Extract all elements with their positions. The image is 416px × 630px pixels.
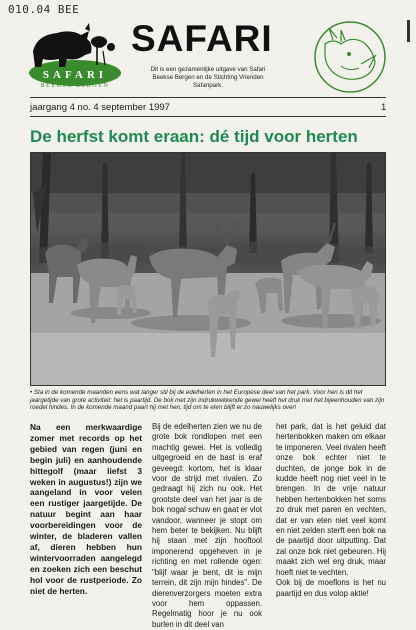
deer-photo xyxy=(30,152,386,386)
rhino-head-icon xyxy=(311,20,389,94)
article-column-2 xyxy=(152,422,262,630)
page-number: 1 xyxy=(381,102,387,113)
rhino-circle-logo xyxy=(311,20,389,94)
deer-photo-image xyxy=(31,153,386,386)
column-3-text: het park, dat is het geluid dat hertenbokken maken om elkaar te imponeren. Veel rivalen heeft onze bok echter niet te duchten, de jonge bok in de kudde heeft nog niet veel in te brengen. In de vrije natuur hebben hertenbokken het soms zo druk met paren en vechten, dat er van eten niet veel komt en niet zelden sterft een bok na de paartijd door uitputting. Dat zal onze bok niet gebeuren. Hij maakt zich wel erg druk, maar hoeft niet te vechten. xyxy=(276,422,386,577)
masthead-title: SAFARI xyxy=(131,18,273,59)
column-1-text: Na een merkwaardige zomer met records op het gebied van regen (juni en begin juli) en aanhoudende hittegolf (maar liefst 3 weken in augustus!) zijn we aangeland in voor velen een rustiger jaargetijde. De natuur begint aan haar voorbereidingen voor de winter, de bladeren vallen af, dieren hebben hun wintervoorraden aangelegd en zoeken zich een beschut hol voor de rustperiode. Zo niet de herten. xyxy=(30,422,142,596)
headline: De herfst komt eraan: dé tijd voor herten xyxy=(30,127,358,146)
column-2-text: Bij de edelherten zien we nu de grote bok rondlopen met een machtig gewei. Het is volledig uitgegroeid en de bast is eraf geveegd: kortom, het is klaar voor de strijd met rivalen. Zo gedraagt hij zich nu ook. Het grootste deel van het jaar is de bok nogal schuw en gaat er vlot vandoor, wanneer je stopt om hem beter te bekijken. Nu blijft hij staan met zijn hooftool imponerend opgeheven in je richting en met rollende ogen: "blijf waar je bent, dit is mijn terrein, dit zijn mijn hindes". De dierenverzorgers moeten extra voor hem oppassen. Regelmatig hoor je nu ook burlen in dit deel van xyxy=(152,422,262,629)
safari-logo xyxy=(27,21,123,93)
edge-mark xyxy=(407,20,410,42)
masthead-intro: Dit is een gezamenlijke uitgave van Safari Beekse Bergen en de Stichting Vrienden Safaripark. xyxy=(150,66,266,89)
article-column-1 xyxy=(30,422,142,597)
issue-info: jaargang 4 no. 4 september 1997 xyxy=(30,102,170,113)
logo-text-bottom: BEEKSE BERGEN xyxy=(40,83,110,89)
top-rule xyxy=(30,97,386,98)
column-3-text-end: Ook bij de moeflons is het nu paartijd en dus volop aktie! xyxy=(276,578,386,598)
article-column-3 xyxy=(276,422,386,599)
logo-text-top: SAFARI xyxy=(42,69,108,81)
issue-rule xyxy=(30,116,386,117)
photo-caption: • Sta in de komende maanden eens wat langer stil bij de edelherten in het Europese deel van het park. Voor hen is dit het jaargetijde van grote activiteit: het is paartijd. De bok met zijn indrukwekkende gewei heeft het druk met het bijeenhouden van zijn roedel hindes. In de komende maand paart hij met hen, tijd om te eten blijft er zo nauwelijks over! xyxy=(30,389,385,412)
archive-mark: 010.04 BEE xyxy=(8,3,80,16)
